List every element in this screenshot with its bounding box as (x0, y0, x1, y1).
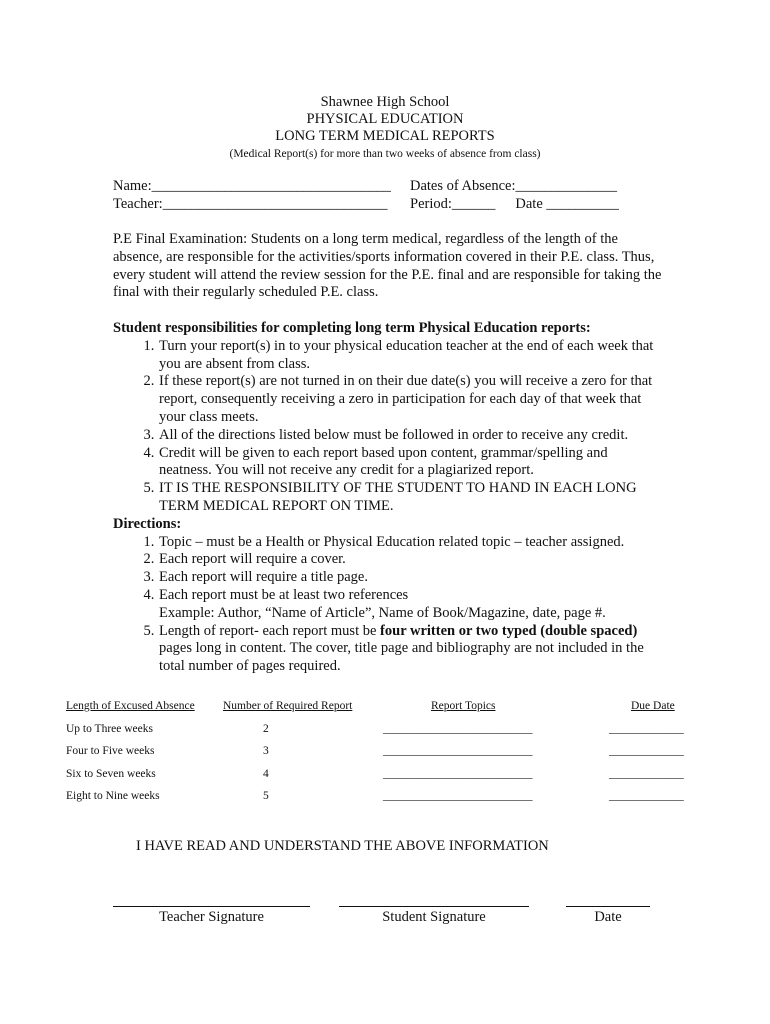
header-topics: Report Topics (431, 700, 496, 712)
cell-length: Eight to Nine weeks (66, 790, 160, 802)
teacher-signature-block (113, 896, 310, 926)
length-text-b: pages long in content. The cover, title page and bibliography are not included in the total number of pages required. (159, 640, 644, 675)
teacher-field[interactable]: Teacher:_______________________________ (113, 195, 388, 212)
date-field[interactable]: Date __________ (515, 195, 619, 212)
length-text-bold: four written or two typed (double spaced) (380, 622, 638, 639)
reference-example: Example: Author, “Name of Article”, Name of Book/Magazine, date, page #. (159, 604, 606, 621)
document-subtitle: (Medical Report(s) for more than two weeks of absence from class) (229, 148, 541, 160)
student-info-fields (113, 178, 673, 213)
student-signature-block (339, 896, 529, 926)
acknowledgement-statement: I HAVE READ AND UNDERSTAND THE ABOVE INFORMATION (136, 838, 549, 854)
list-item: 3. Each report will require a title page. (158, 569, 663, 587)
list-item: 3. All of the directions listed below must be followed in order to receive any credit. (158, 427, 663, 445)
document-header (0, 94, 770, 163)
cell-number: 5 (263, 790, 269, 802)
teacher-signature-label: Teacher Signature (159, 909, 264, 925)
report-schedule-table (66, 700, 706, 813)
responsibilities-title: Student responsibilities for completing long term Physical Education reports: (113, 320, 591, 336)
date-signature-block (566, 896, 650, 926)
cell-due-line[interactable]: _____________ (609, 767, 684, 780)
header-number: Number of Required Report (223, 700, 353, 712)
table-header-row (66, 700, 706, 723)
table-row (66, 790, 706, 813)
table-row (66, 768, 706, 791)
list-item: 5. IT IS THE RESPONSIBILITY OF THE STUDENT TO HAND IN EACH LONG TERM MEDICAL REPORT ON TIME. (158, 480, 663, 516)
cell-due-line[interactable]: _____________ (609, 790, 684, 802)
document-title: LONG TERM MEDICAL REPORTS (275, 128, 495, 144)
cell-length: Six to Seven weeks (66, 767, 156, 780)
references-text: Each report must be at least two references (159, 586, 409, 603)
school-name: Shawnee High School (320, 94, 450, 110)
cell-due-line[interactable]: _____________ (609, 722, 684, 735)
cell-number: 3 (263, 745, 269, 757)
name-field[interactable]: Name:_________________________________ (113, 178, 391, 194)
cell-topic-line[interactable]: __________________________ (383, 722, 533, 735)
cell-topic-line[interactable]: __________________________ (383, 790, 533, 802)
period-field[interactable]: Period:______ (410, 195, 496, 212)
date-signature-label: Date (594, 909, 622, 925)
directions-title: Directions: (113, 515, 182, 532)
list-item: 2. Each report will require a cover. (158, 551, 663, 569)
table-row (66, 745, 706, 768)
header-due-date: Due Date (631, 700, 675, 712)
intro-paragraph: P.E Final Examination: Students on a long term medical, regardless of the length of the absence, are responsible for the activities/sports information covered in their P.E. class. Thus, every student will attend the review session for the P.E. final and are responsible for taking the final with their regularly scheduled P.E. class. (113, 231, 662, 301)
cell-due-line[interactable]: _____________ (609, 745, 684, 757)
length-text-a: Length of report- each report must be (159, 622, 381, 639)
responsibilities-list (113, 338, 663, 516)
teacher-signature-line[interactable] (113, 896, 310, 907)
responsibilities-section (113, 320, 663, 676)
cell-length: Up to Three weeks (66, 722, 153, 735)
cell-number: 4 (263, 767, 269, 780)
cell-length: Four to Five weeks (66, 745, 155, 757)
cell-topic-line[interactable]: __________________________ (383, 767, 533, 780)
list-item: 4. Credit will be given to each report based upon content, grammar/spelling and neatness. You will not receive any credit for a plagiarized report. (158, 445, 663, 481)
list-item: 1. Topic – must be a Health or Physical Education related topic – teacher assigned. (158, 534, 663, 552)
student-signature-label: Student Signature (382, 909, 486, 925)
date-signature-line[interactable] (566, 896, 650, 907)
table-row (66, 723, 706, 746)
list-item (158, 623, 663, 676)
student-signature-line[interactable] (339, 896, 529, 907)
directions-list (113, 534, 663, 676)
list-item: 2. If these report(s) are not turned in on their due date(s) you will receive a zero for that report, consequently receiving a zero in participation for each day of that week that your class meets. (158, 373, 663, 426)
dates-of-absence-field[interactable]: Dates of Absence:______________ (410, 178, 617, 194)
cell-topic-line[interactable]: __________________________ (383, 745, 533, 757)
list-item (158, 587, 663, 623)
header-length: Length of Excused Absence (66, 700, 195, 712)
list-item: 1. Turn your report(s) in to your physical education teacher at the end of each week that you are absent from class. (158, 338, 663, 374)
cell-number: 2 (263, 722, 269, 735)
department-name: PHYSICAL EDUCATION (306, 111, 464, 127)
